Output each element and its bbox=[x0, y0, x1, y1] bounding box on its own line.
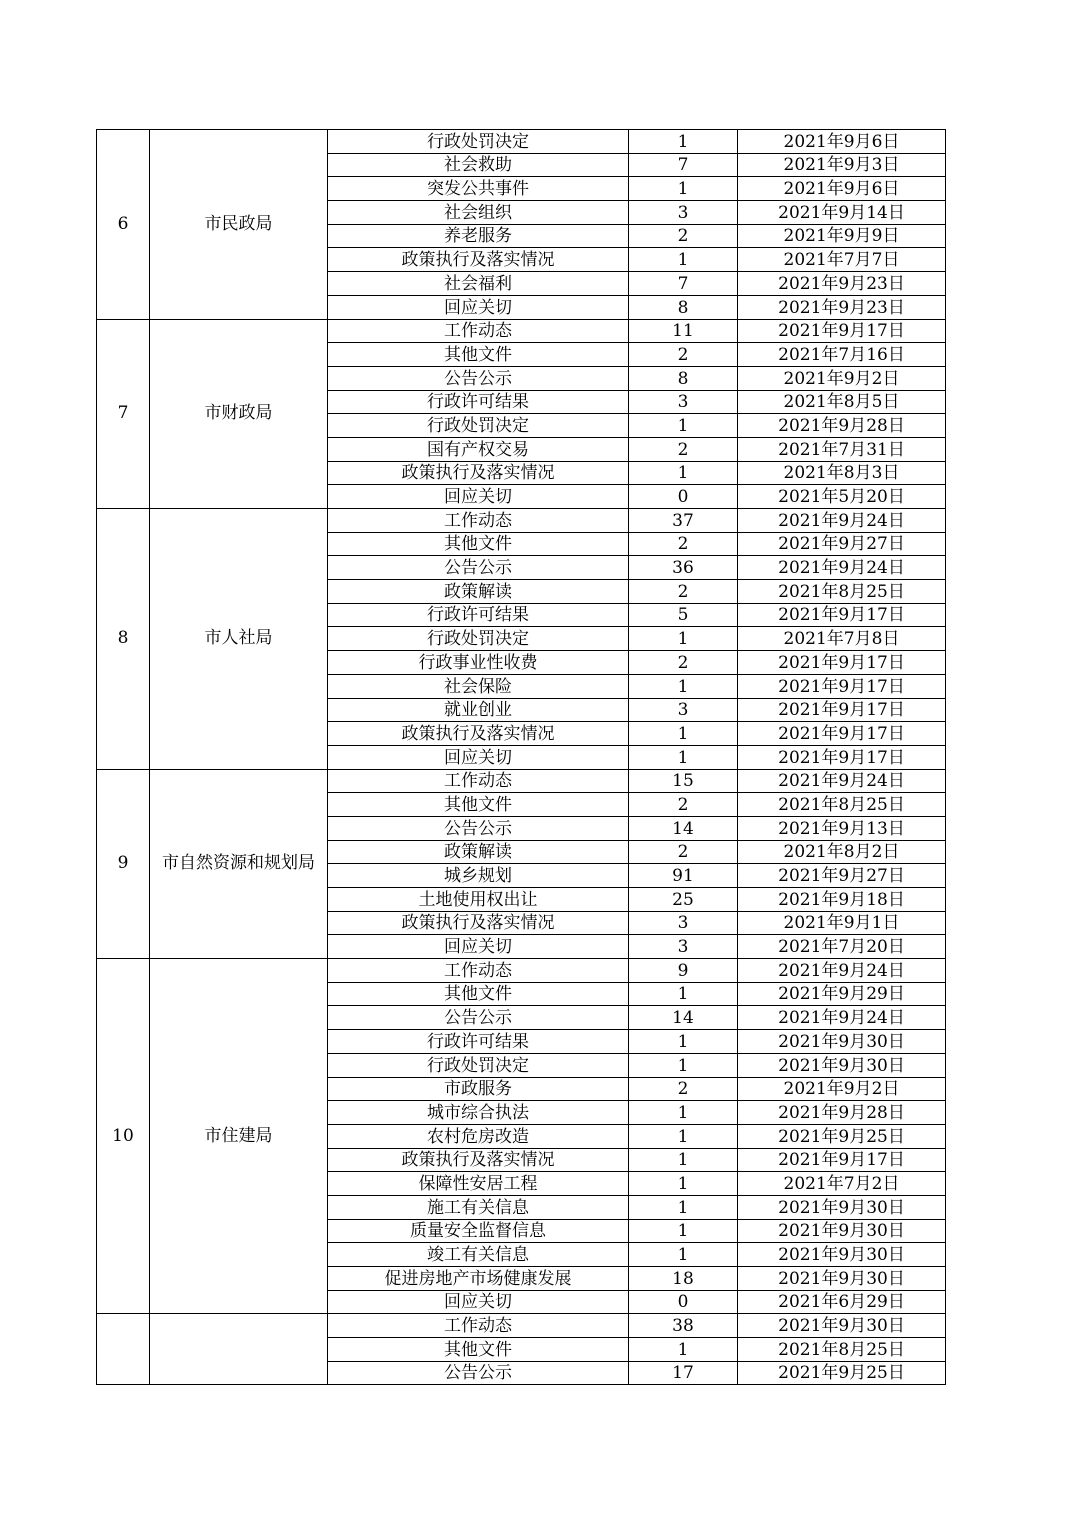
count-cell: 14 bbox=[629, 816, 738, 840]
count-cell: 9 bbox=[629, 959, 738, 983]
date-cell: 2021年9月24日 bbox=[738, 959, 946, 983]
department-name: 市民政局 bbox=[150, 130, 328, 320]
category-cell: 行政处罚决定 bbox=[328, 414, 629, 438]
date-cell: 2021年9月17日 bbox=[738, 745, 946, 769]
count-cell: 5 bbox=[629, 603, 738, 627]
category-cell: 回应关切 bbox=[328, 485, 629, 509]
count-cell: 1 bbox=[629, 1053, 738, 1077]
count-cell: 8 bbox=[629, 366, 738, 390]
date-cell: 2021年9月25日 bbox=[738, 1124, 946, 1148]
count-cell: 17 bbox=[629, 1361, 738, 1385]
category-cell: 行政许可结果 bbox=[328, 1030, 629, 1054]
count-cell: 1 bbox=[629, 722, 738, 746]
count-cell: 0 bbox=[629, 485, 738, 509]
count-cell: 36 bbox=[629, 556, 738, 580]
date-cell: 2021年9月17日 bbox=[738, 698, 946, 722]
category-cell: 质量安全监督信息 bbox=[328, 1219, 629, 1243]
category-cell: 政策执行及落实情况 bbox=[328, 248, 629, 272]
date-cell: 2021年9月24日 bbox=[738, 509, 946, 533]
count-cell: 1 bbox=[629, 1219, 738, 1243]
date-cell: 2021年9月18日 bbox=[738, 888, 946, 912]
category-cell: 保障性安居工程 bbox=[328, 1172, 629, 1196]
date-cell: 2021年9月30日 bbox=[738, 1195, 946, 1219]
date-cell: 2021年9月28日 bbox=[738, 1101, 946, 1125]
date-cell: 2021年9月24日 bbox=[738, 769, 946, 793]
date-cell: 2021年9月27日 bbox=[738, 864, 946, 888]
count-cell: 18 bbox=[629, 1267, 738, 1291]
count-cell: 8 bbox=[629, 295, 738, 319]
category-cell: 其他文件 bbox=[328, 343, 629, 367]
count-cell: 0 bbox=[629, 1290, 738, 1314]
category-cell: 市政服务 bbox=[328, 1077, 629, 1101]
date-cell: 2021年9月2日 bbox=[738, 1077, 946, 1101]
count-cell: 3 bbox=[629, 935, 738, 959]
category-cell: 社会救助 bbox=[328, 153, 629, 177]
category-cell: 公告公示 bbox=[328, 1006, 629, 1030]
date-cell: 2021年9月30日 bbox=[738, 1267, 946, 1291]
count-cell: 3 bbox=[629, 201, 738, 225]
category-cell: 其他文件 bbox=[328, 532, 629, 556]
category-cell: 促进房地产市场健康发展 bbox=[328, 1267, 629, 1291]
date-cell: 2021年9月23日 bbox=[738, 295, 946, 319]
department-name: 市自然资源和规划局 bbox=[150, 769, 328, 959]
category-cell: 城乡规划 bbox=[328, 864, 629, 888]
date-cell: 2021年9月2日 bbox=[738, 366, 946, 390]
category-cell: 就业创业 bbox=[328, 698, 629, 722]
date-cell: 2021年9月17日 bbox=[738, 674, 946, 698]
count-cell: 1 bbox=[629, 248, 738, 272]
count-cell: 2 bbox=[629, 224, 738, 248]
date-cell: 2021年8月2日 bbox=[738, 840, 946, 864]
category-cell: 政策执行及落实情况 bbox=[328, 911, 629, 935]
date-cell: 2021年9月3日 bbox=[738, 153, 946, 177]
count-cell: 1 bbox=[629, 1148, 738, 1172]
count-cell: 2 bbox=[629, 532, 738, 556]
count-cell: 1 bbox=[629, 1030, 738, 1054]
date-cell: 2021年9月14日 bbox=[738, 201, 946, 225]
date-cell: 2021年9月30日 bbox=[738, 1030, 946, 1054]
department-name: 市人社局 bbox=[150, 509, 328, 770]
count-cell: 2 bbox=[629, 1077, 738, 1101]
category-cell: 行政事业性收费 bbox=[328, 651, 629, 675]
date-cell: 2021年9月17日 bbox=[738, 1148, 946, 1172]
count-cell: 1 bbox=[629, 1101, 738, 1125]
date-cell: 2021年9月17日 bbox=[738, 651, 946, 675]
count-cell: 1 bbox=[629, 1124, 738, 1148]
date-cell: 2021年5月20日 bbox=[738, 485, 946, 509]
count-cell: 25 bbox=[629, 888, 738, 912]
date-cell: 2021年9月17日 bbox=[738, 603, 946, 627]
count-cell: 38 bbox=[629, 1314, 738, 1338]
count-cell: 3 bbox=[629, 390, 738, 414]
count-cell: 1 bbox=[629, 130, 738, 154]
count-cell: 11 bbox=[629, 319, 738, 343]
category-cell: 回应关切 bbox=[328, 745, 629, 769]
date-cell: 2021年9月13日 bbox=[738, 816, 946, 840]
date-cell: 2021年9月25日 bbox=[738, 1361, 946, 1385]
count-cell: 3 bbox=[629, 911, 738, 935]
category-cell: 政策解读 bbox=[328, 580, 629, 604]
count-cell: 1 bbox=[629, 627, 738, 651]
category-cell: 工作动态 bbox=[328, 769, 629, 793]
department-name: 市财政局 bbox=[150, 319, 328, 509]
count-cell: 7 bbox=[629, 153, 738, 177]
category-cell: 其他文件 bbox=[328, 982, 629, 1006]
date-cell: 2021年9月30日 bbox=[738, 1219, 946, 1243]
count-cell: 14 bbox=[629, 1006, 738, 1030]
category-cell: 行政处罚决定 bbox=[328, 1053, 629, 1077]
category-cell: 行政处罚决定 bbox=[328, 130, 629, 154]
date-cell: 2021年9月23日 bbox=[738, 272, 946, 296]
category-cell: 回应关切 bbox=[328, 1290, 629, 1314]
count-cell: 1 bbox=[629, 674, 738, 698]
date-cell: 2021年8月25日 bbox=[738, 1338, 946, 1362]
count-cell: 37 bbox=[629, 509, 738, 533]
category-cell: 农村危房改造 bbox=[328, 1124, 629, 1148]
count-cell: 1 bbox=[629, 1338, 738, 1362]
count-cell: 1 bbox=[629, 1195, 738, 1219]
date-cell: 2021年9月24日 bbox=[738, 1006, 946, 1030]
date-cell: 2021年8月5日 bbox=[738, 390, 946, 414]
group-index: 9 bbox=[97, 769, 150, 959]
date-cell: 2021年7月2日 bbox=[738, 1172, 946, 1196]
date-cell: 2021年9月30日 bbox=[738, 1314, 946, 1338]
date-cell: 2021年6月29日 bbox=[738, 1290, 946, 1314]
date-cell: 2021年7月8日 bbox=[738, 627, 946, 651]
date-cell: 2021年9月6日 bbox=[738, 130, 946, 154]
category-cell: 工作动态 bbox=[328, 959, 629, 983]
date-cell: 2021年7月7日 bbox=[738, 248, 946, 272]
count-cell: 2 bbox=[629, 651, 738, 675]
date-cell: 2021年9月17日 bbox=[738, 722, 946, 746]
category-cell: 突发公共事件 bbox=[328, 177, 629, 201]
category-cell: 公告公示 bbox=[328, 556, 629, 580]
table-row bbox=[97, 130, 946, 154]
category-cell: 公告公示 bbox=[328, 366, 629, 390]
date-cell: 2021年7月16日 bbox=[738, 343, 946, 367]
count-cell: 3 bbox=[629, 698, 738, 722]
count-cell: 1 bbox=[629, 982, 738, 1006]
category-cell: 政策执行及落实情况 bbox=[328, 1148, 629, 1172]
table-row bbox=[97, 319, 946, 343]
count-cell: 2 bbox=[629, 437, 738, 461]
category-cell: 回应关切 bbox=[328, 935, 629, 959]
count-cell: 15 bbox=[629, 769, 738, 793]
category-cell: 行政处罚决定 bbox=[328, 627, 629, 651]
disclosure-table bbox=[96, 129, 946, 1385]
category-cell: 施工有关信息 bbox=[328, 1195, 629, 1219]
date-cell: 2021年9月30日 bbox=[738, 1053, 946, 1077]
date-cell: 2021年9月1日 bbox=[738, 911, 946, 935]
table-row bbox=[97, 769, 946, 793]
category-cell: 国有产权交易 bbox=[328, 437, 629, 461]
count-cell: 7 bbox=[629, 272, 738, 296]
count-cell: 1 bbox=[629, 1243, 738, 1267]
date-cell: 2021年8月25日 bbox=[738, 580, 946, 604]
group-index: 8 bbox=[97, 509, 150, 770]
category-cell: 行政许可结果 bbox=[328, 603, 629, 627]
date-cell: 2021年9月28日 bbox=[738, 414, 946, 438]
date-cell: 2021年8月3日 bbox=[738, 461, 946, 485]
category-cell: 竣工有关信息 bbox=[328, 1243, 629, 1267]
category-cell: 政策执行及落实情况 bbox=[328, 461, 629, 485]
count-cell: 2 bbox=[629, 793, 738, 817]
date-cell: 2021年7月31日 bbox=[738, 437, 946, 461]
category-cell: 社会福利 bbox=[328, 272, 629, 296]
category-cell: 其他文件 bbox=[328, 1338, 629, 1362]
count-cell: 1 bbox=[629, 461, 738, 485]
category-cell: 公告公示 bbox=[328, 816, 629, 840]
group-index: 6 bbox=[97, 130, 150, 320]
date-cell: 2021年9月27日 bbox=[738, 532, 946, 556]
category-cell: 其他文件 bbox=[328, 793, 629, 817]
count-cell: 2 bbox=[629, 840, 738, 864]
date-cell: 2021年9月6日 bbox=[738, 177, 946, 201]
date-cell: 2021年9月24日 bbox=[738, 556, 946, 580]
category-cell: 政策解读 bbox=[328, 840, 629, 864]
date-cell: 2021年9月9日 bbox=[738, 224, 946, 248]
category-cell: 社会组织 bbox=[328, 201, 629, 225]
category-cell: 回应关切 bbox=[328, 295, 629, 319]
date-cell: 2021年9月30日 bbox=[738, 1243, 946, 1267]
category-cell: 社会保险 bbox=[328, 674, 629, 698]
category-cell: 土地使用权出让 bbox=[328, 888, 629, 912]
count-cell: 2 bbox=[629, 343, 738, 367]
category-cell: 政策执行及落实情况 bbox=[328, 722, 629, 746]
count-cell: 91 bbox=[629, 864, 738, 888]
group-index: 7 bbox=[97, 319, 150, 509]
count-cell: 1 bbox=[629, 745, 738, 769]
count-cell: 2 bbox=[629, 580, 738, 604]
count-cell: 1 bbox=[629, 1172, 738, 1196]
table-row bbox=[97, 509, 946, 533]
date-cell: 2021年9月17日 bbox=[738, 319, 946, 343]
group-index bbox=[97, 1314, 150, 1385]
date-cell: 2021年7月20日 bbox=[738, 935, 946, 959]
table-row bbox=[97, 959, 946, 983]
category-cell: 工作动态 bbox=[328, 509, 629, 533]
category-cell: 公告公示 bbox=[328, 1361, 629, 1385]
category-cell: 行政许可结果 bbox=[328, 390, 629, 414]
table-row bbox=[97, 1314, 946, 1338]
department-name: 市住建局 bbox=[150, 959, 328, 1314]
date-cell: 2021年9月29日 bbox=[738, 982, 946, 1006]
date-cell: 2021年8月25日 bbox=[738, 793, 946, 817]
category-cell: 工作动态 bbox=[328, 319, 629, 343]
category-cell: 城市综合执法 bbox=[328, 1101, 629, 1125]
count-cell: 1 bbox=[629, 177, 738, 201]
category-cell: 养老服务 bbox=[328, 224, 629, 248]
department-name bbox=[150, 1314, 328, 1385]
category-cell: 工作动态 bbox=[328, 1314, 629, 1338]
group-index: 10 bbox=[97, 959, 150, 1314]
count-cell: 1 bbox=[629, 414, 738, 438]
table-body bbox=[97, 130, 946, 1385]
